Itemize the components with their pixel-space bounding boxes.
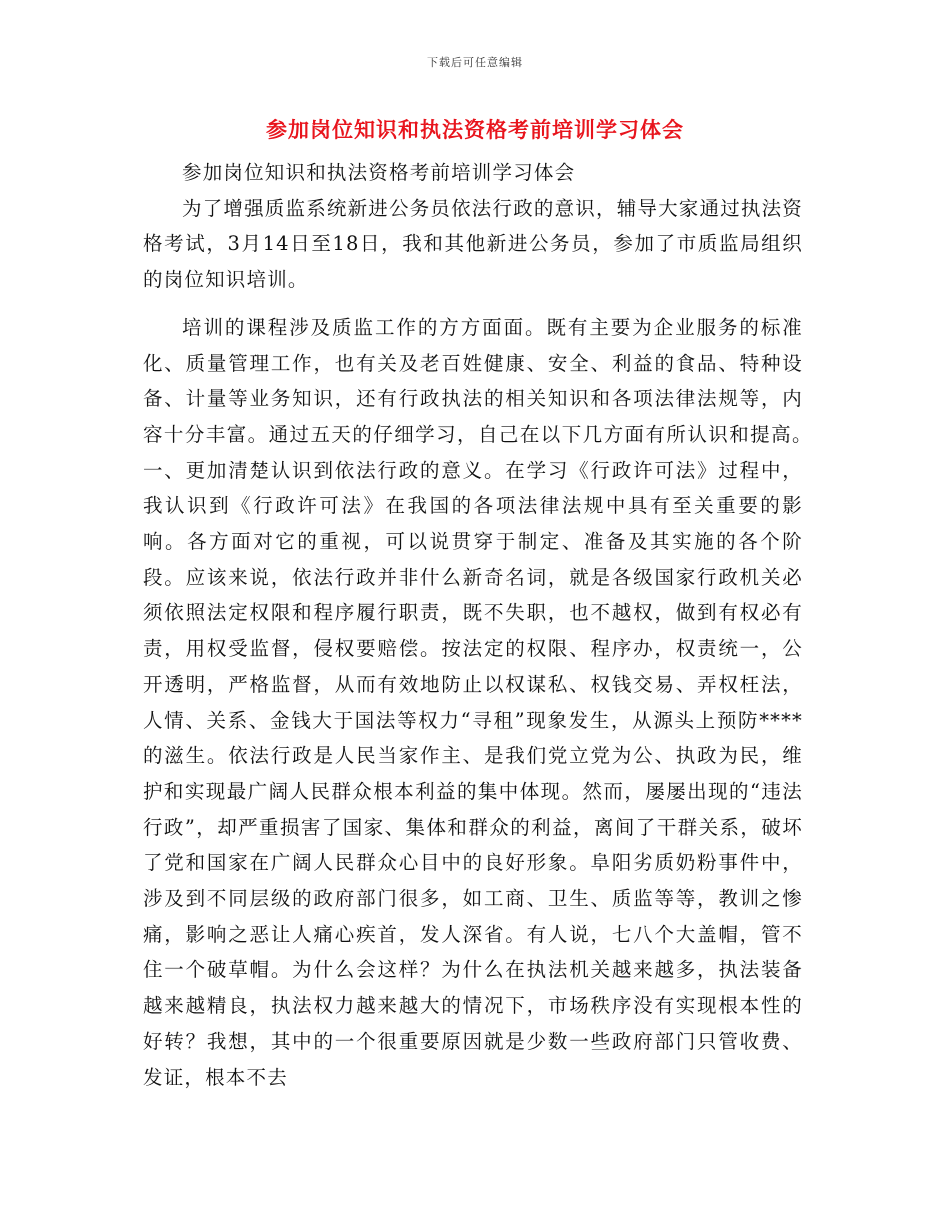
document-title: 参加岗位知识和执法资格考前培训学习体会 <box>266 117 684 142</box>
paragraph-2: 培训的课程涉及质监工作的方方面面。既有主要为企业服务的标准化、质量管理工作，也有关及老百姓健康、安全、利益的食品、特种设备、计量等业务知识，还有行政执法的相关知识和各项法律法规等，内容十分丰富。通过五天的仔细学习，自己在以下几方面有所认识和提高。 一、更加清楚认识到依法行政的意义。在学习《行政许可法》过程中，我认识到《行政许可法》在我国的各项法律法规中具有至关重要的影响。各方面对它的重视，可以说贯穿于制定、准备及其实施的各个阶段。应该来说，依法行政并非什么新奇名词，就是各级国家行政机关必须依照法定权限和程序履行职责，既不失职，也不越权，做到有权必有责，用权受监督，侵权要赔偿。按法定的权限、程序办，权责统一，公开透明，严格监督，从而有效地防止以权谋私、权钱交易、弄权枉法，人情、关系、金钱大于国法等权力“寻租”现象发生，从源头上预防****的滋生。依法行政是人民当家作主、是我们党立党为公、执政为民，维护和实现最广阔人民群众根本利益的集中体现。然而，屡屡出现的“违法行政”，却严重损害了国家、集体和群众的利益，离间了干群关系，破坏了党和国家在广阔人民群众心目中的良好形象。阜阳劣质奶粉事件中，涉及到不同层级的政府部门很多，如工商、卫生、质监等等，教训之惨痛，影响之恶让人痛心疾首，发人深省。有人说，七八个大盖帽，管不住一个破草帽。为什么会这样？为什么在执法机关越来越多，执法装备越来越精良，执法权力越来越大的情况下，市场秩序没有实现根本性的好转？我想，其中的一个很重要原因就是少数一些政府部门只管收费、发证，根本不去 <box>143 315 845 1089</box>
paragraph-1: 为了增强质监系统新进公务员依法行政的意识，辅导大家通过执法资格考试，3月14日至18日，我和其他新进公务员，参加了市质监局组织的岗位知识培训。 <box>143 196 804 292</box>
document-body <box>143 155 845 1095</box>
document-subtitle: 参加岗位知识和执法资格考前培训学习体会 <box>182 161 576 184</box>
header-note: 下载后可任意编辑 <box>427 56 523 69</box>
